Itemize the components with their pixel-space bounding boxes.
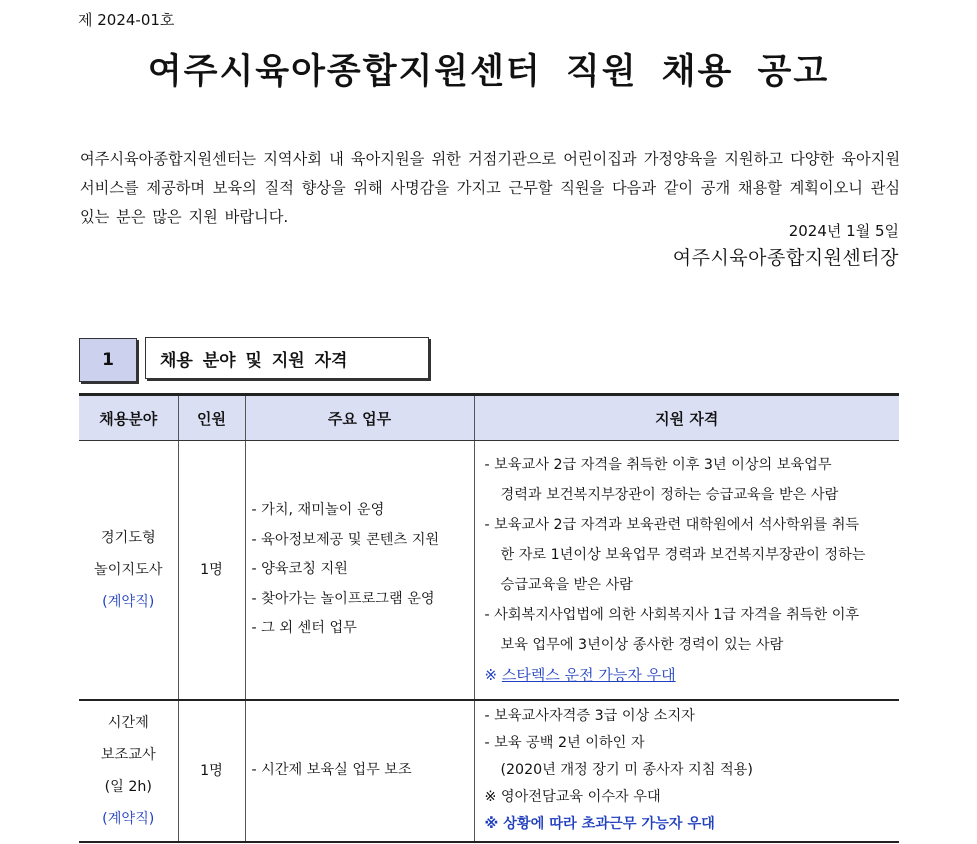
- duties-cell: [245, 441, 474, 700]
- header-qualifications: 지원 자격: [474, 395, 899, 441]
- contract-type: (계약직): [102, 810, 155, 827]
- duty-item: - 육아정보제공 및 콘텐츠 지원: [251, 531, 440, 548]
- header-duties: 주요 업무: [245, 395, 474, 441]
- field-line: 놀이지도사: [93, 561, 163, 578]
- duty-item: - 찾아가는 놀이프로그램 운영: [251, 590, 435, 607]
- qualifications-cell: [474, 441, 899, 700]
- header-field: 채용분야: [79, 395, 178, 441]
- duties-cell: [245, 700, 474, 842]
- duty-item: - 양육코칭 지원: [251, 561, 348, 577]
- duty-item: - 가치, 재미놀이 운영: [251, 502, 385, 518]
- table-header-row: [79, 395, 899, 441]
- qualification-item: 보육 업무에 3년이상 종사한 경력이 있는 사람: [500, 636, 784, 653]
- field-line: 보조교사: [100, 746, 156, 763]
- qualification-item: 승급교육을 받은 사람: [500, 576, 633, 593]
- field-line: 시간제: [107, 714, 149, 731]
- document-number: 제 2024-01호: [78, 11, 175, 29]
- field-cell: [79, 700, 178, 842]
- qualification-item: - 보육교사자격증 3급 이상 소지자: [484, 708, 695, 724]
- qualifications-cell: [474, 700, 899, 842]
- field-cell: [79, 441, 178, 700]
- count-cell: 1명: [178, 441, 245, 700]
- count-cell: 1명: [178, 700, 245, 842]
- qualification-item: 한 자로 1년이상 보육업무 경력과 보건복지부장관이 정하는: [500, 546, 866, 563]
- reference-mark: ※: [484, 665, 498, 684]
- overtime-note: ※ 상황에 따라 초과근무 가능자 우대: [484, 816, 715, 832]
- contract-type: (계약직): [102, 593, 155, 610]
- section-title: 채용 분야 및 지원 자격: [145, 337, 429, 379]
- field-line: 경기도형: [100, 529, 156, 546]
- table-row: [79, 700, 899, 842]
- qualification-item: - 보육 공백 2년 이하인 자: [484, 735, 645, 751]
- preference-note-text: 스타렉스 운전 가능자 우대: [501, 665, 676, 684]
- recruitment-table: [79, 393, 899, 843]
- preference-note: [485, 660, 888, 690]
- qualification-item: - 사회복지사업법에 의한 사회복지사 1급 자격을 취득한 이후: [484, 606, 860, 623]
- table-row: [79, 441, 899, 700]
- duty-item: - 시간제 보육실 업무 보조: [251, 761, 412, 778]
- duty-item: - 그 외 센터 업무: [251, 620, 357, 636]
- qualification-item: ※ 영아전담교육 이수자 우대: [484, 789, 661, 805]
- page-title: 여주시육아종합지원센터 직원 채용 공고: [147, 52, 830, 92]
- announcement-date: 2024년 1월 5일: [788, 222, 899, 240]
- section-number: 1: [79, 338, 137, 382]
- header-count: 인원: [178, 395, 245, 441]
- field-line: (일 2h): [104, 778, 152, 795]
- qualification-item: - 보육교사 2급 자격을 취득한 이후 3년 이상의 보육업무: [484, 456, 832, 473]
- signer: 여주시육아종합지원센터장: [672, 247, 899, 269]
- intro-paragraph: 여주시육아종합지원센터는 지역사회 내 육아지원을 위한 거점기관으로 어린이집과 가정양육을 지원하고 다양한 육아지원 서비스를 제공하며 보육의 질적 향상을 위해 사명감을 가지고 근무할 직원을 다음과 같이 공개 채용할 계획이오니 관심 있는 분은 많은 지원 바랍니다.: [80, 150, 900, 226]
- qualification-item: - 보육교사 2급 자격과 보육관련 대학원에서 석사학위를 취득: [484, 516, 860, 533]
- qualification-item: 경력과 보건복지부장관이 정하는 승급교육을 받은 사람: [500, 486, 839, 503]
- qualification-item: (2020년 개정 장기 미 종사자 지침 적용): [500, 762, 753, 778]
